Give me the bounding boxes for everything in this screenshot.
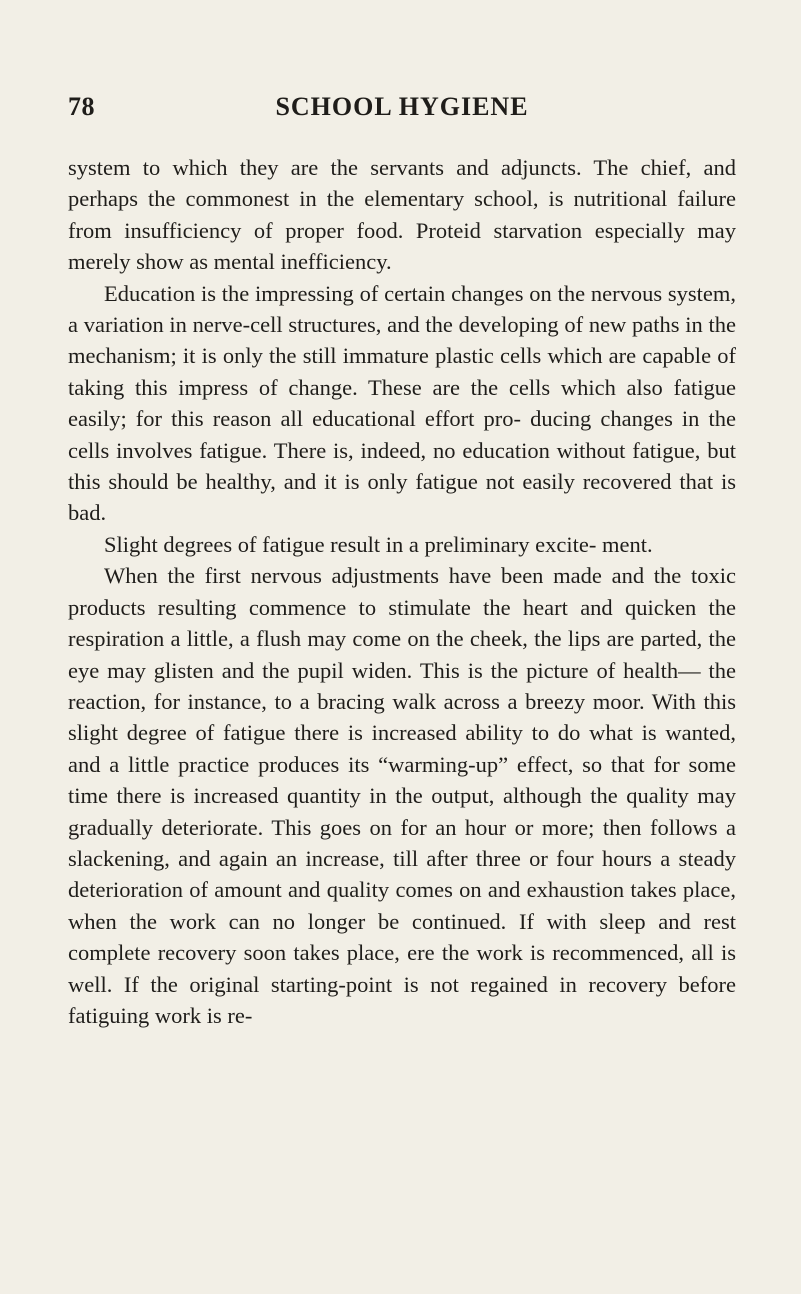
running-title: SCHOOL HYGIENE xyxy=(275,92,529,121)
paragraph-education: Education is the impressing of certain changes on the nervous system, a variation in nerve-cell structures, and the developing of new paths in the mechanism; it is only the still immature plastic cells which are capable of taking this impress of change. These are the cells which also fatigue easily; for this reason all educational effort pro- ducing changes in the cells involves fatigue. There is, indeed, no education without fatigue, but this should be healthy, and it is only fatigue not easily recovered that is bad. xyxy=(68,280,736,526)
paragraph-continued: system to which they are the servants and adjuncts. The chief, and perhaps the commonest in the elementary school, is nutritional failure from insufficiency of proper food. Proteid starvation especially may merely show as mental inefficiency. xyxy=(68,155,736,275)
paragraph-slight-degrees: Slight degrees of fatigue result in a preliminary excite- ment. xyxy=(104,531,653,557)
body-text xyxy=(68,152,736,1031)
running-head xyxy=(68,92,736,132)
page-number: 78 xyxy=(68,92,95,121)
paragraph-nervous-adjustments: When the first nervous adjustments have been made and the toxic products resulting commence to stimulate the heart and quicken the respiration a little, a flush may come on the cheek, the lips are parted, the eye may glisten and the pupil widen. This is the picture of health— the reaction, for instance, to a bracing walk across a breezy moor. With this slight degree of fatigue there is increased ability to do what is wanted, and a little practice produces its “warming-up” effect, so that for some time there is increased quantity in the output, although the quality may gradually deteriorate. This goes on for an hour or more; then follows a slackening, and again an increase, till after three or four hours a steady deterioration of amount and quality comes on and exhaustion takes place, when the work can no longer be continued. If with sleep and rest complete recovery soon takes place, ere the work is recommenced, all is well. If the original starting-point is not regained in recovery before fatiguing work is re- xyxy=(68,563,736,1028)
